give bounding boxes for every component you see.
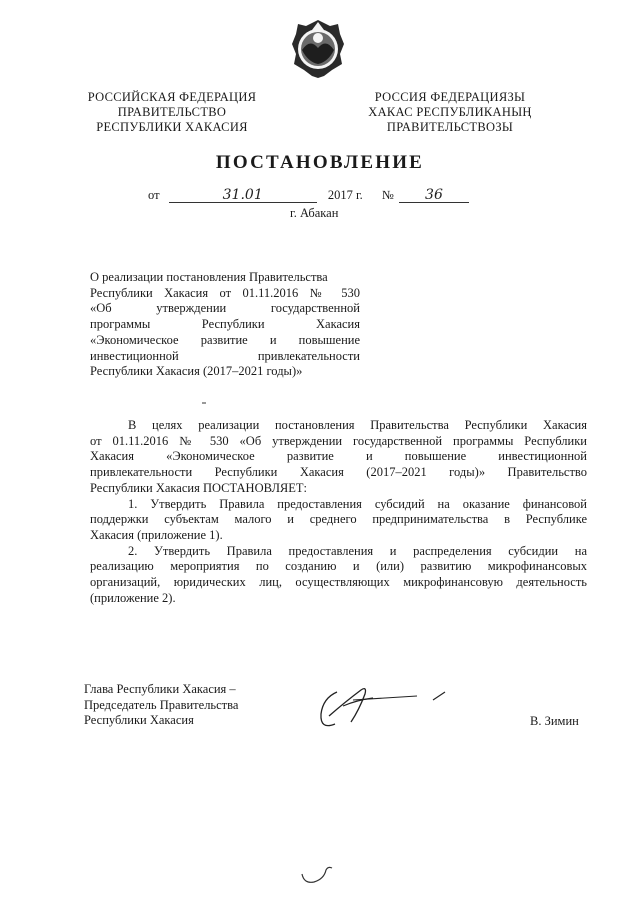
subject-line: О реализации постановления Правительства xyxy=(90,270,328,284)
date-handwritten: 31.01 xyxy=(169,188,317,203)
body-line: привлекательности Республики Хакасия (2017–2021 годы)» Правительство xyxy=(90,465,587,480)
header-left-line: ПРАВИТЕЛЬСТВО xyxy=(117,105,227,119)
number-label: № xyxy=(381,188,394,202)
subject-line: Республики Хакасия (2017–2021 годы)» xyxy=(90,364,303,379)
header-right-line: ПРАВИТЕЛЬСТВОЗЫ xyxy=(386,120,514,134)
signer-line: Республики Хакасия xyxy=(84,713,194,728)
number-handwritten: 36 xyxy=(399,188,469,203)
body-line: Республики Хакасия ПОСТАНОВЛЯЕТ: xyxy=(90,480,308,495)
handwritten-mark xyxy=(298,862,338,888)
body-line: организаций, юридических лиц, осуществляющих микрофинансовую деятельность xyxy=(90,575,587,590)
handwritten-signature xyxy=(305,672,455,737)
signer-name: В. Зимин xyxy=(530,714,579,728)
body-text xyxy=(90,418,587,606)
scan-mark xyxy=(202,402,206,404)
body-line: от 01.11.2016 № 530 «Об утверждении государственной программы Республики xyxy=(90,433,587,448)
dateline xyxy=(148,188,469,203)
body-line: Хакасия «Экономическое развитие и повышение инвестиционной xyxy=(90,449,587,464)
header-right-line: РОССИЯ ФЕДЕРАЦИЯЗЫ xyxy=(374,90,526,104)
signer-block xyxy=(84,682,238,729)
from-label: от xyxy=(148,188,160,202)
body-line: 1. Утвердить Правила предоставления субсидий на оказание финансовой xyxy=(128,496,587,511)
body-line: 2. Утвердить Правила предоставления и распределения субсидии на xyxy=(128,543,587,558)
signer-line: Председатель Правительства xyxy=(84,697,239,712)
header-right-line: ХАКАС РЕСПУБЛИКАНЫҢ xyxy=(368,105,532,119)
subject-line: «Об утверждении государственной xyxy=(90,301,360,316)
header-right xyxy=(350,90,550,135)
subject-block xyxy=(90,270,360,380)
subject-line: Республики Хакасия от 01.11.2016 № 530 xyxy=(90,285,360,300)
body-line: Хакасия (приложение 1). xyxy=(90,527,223,542)
year-label: 2017 г. xyxy=(327,188,363,202)
city: г. Абакан xyxy=(290,206,339,220)
body-line: поддержки субъектам малого и среднего предпринимательства в Республике xyxy=(90,512,587,527)
document-title: ПОСТАНОВЛЕНИЕ xyxy=(215,152,425,173)
subject-line: инвестиционной привлекательности xyxy=(90,348,360,363)
body-line: реализацию мероприятия по созданию и (или) развитию микрофинансовых xyxy=(90,559,587,574)
body-line: В целях реализации постановления Правительства Республики Хакасия xyxy=(128,418,587,432)
coat-of-arms-emblem xyxy=(288,18,348,80)
subject-line: программы Республики Хакасия xyxy=(90,317,360,332)
header-left-line: РОССИЙСКАЯ ФЕДЕРАЦИЯ xyxy=(87,90,257,104)
header-left-line: РЕСПУБЛИКИ ХАКАСИЯ xyxy=(96,120,248,134)
header-left xyxy=(72,90,272,135)
body-line: (приложение 2). xyxy=(90,590,176,605)
subject-line: «Экономическое развитие и повышение xyxy=(90,332,360,347)
signer-line: Глава Республики Хакасия – xyxy=(84,682,236,696)
